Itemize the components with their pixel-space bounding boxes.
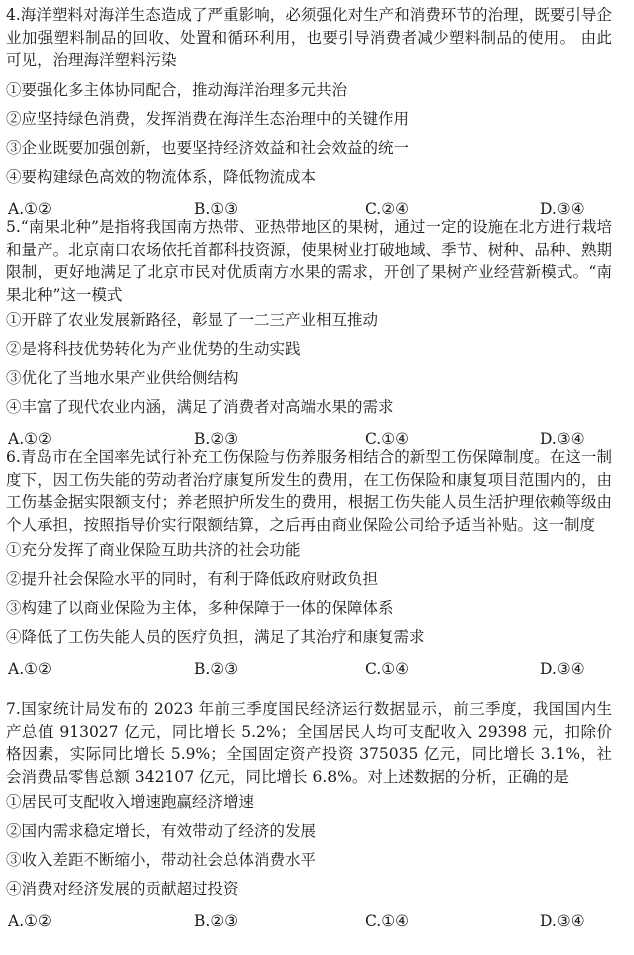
choice-b[interactable]: B.②③ bbox=[194, 660, 239, 678]
option-1: ①居民可支配收入增速跑赢经济增速 bbox=[6, 793, 255, 811]
option-4: ④要构建绿色高效的物流体系，降低物流成本 bbox=[6, 167, 317, 186]
choice-c[interactable]: C.①④ bbox=[365, 660, 410, 678]
option-1: ①开辟了农业发展新路径，彰显了一二三产业相互推动 bbox=[6, 311, 379, 329]
choice-d[interactable]: D.③④ bbox=[540, 660, 585, 678]
option-1: ①要强化多主体协同配合，推动海洋治理多元共治 bbox=[6, 80, 348, 99]
option-3: ③优化了当地水果产业供给侧结构 bbox=[6, 369, 239, 387]
choice-b[interactable]: B.①③ bbox=[194, 199, 239, 218]
choice-a[interactable]: A.①② bbox=[8, 660, 52, 678]
question-stem: 6.青岛市在全国率先试行补充工伤保险与伤养服务相结合的新型工伤保障制度。在这一制度下，因工伤失能的劳动者治疗康复所发生的费用，在工伤保险和康复项目范围内的，由工伤基金据实限额支付；养老照护所发生的费用，根据工伤失能人员生活护理依赖等级由个人承担，按照指导价实行限额结算，之后再由商业保险公司给予适当补贴。这一制度 bbox=[6, 448, 612, 534]
option-4: ④消费对经济发展的贡献超过投资 bbox=[6, 880, 239, 898]
answer-choices bbox=[0, 656, 634, 682]
choice-a[interactable]: A.①② bbox=[8, 430, 52, 448]
option-2: ②提升社会保险水平的同时，有利于降低政府财政负担 bbox=[6, 570, 379, 588]
choice-b[interactable]: B.②③ bbox=[194, 912, 239, 930]
question-stem: 7.国家统计局发布的 2023 年前三季度国民经济运行数据显示，前三季度，我国国内生产总值 913027 亿元，同比增长 5.2%；全国居民人均可支配收入 29398 元，扣除价格因素，实际同比增长 5.9%；全国固定资产投资 375035 亿元，同比增长 3.1%，社会消费品零售总额 342107 亿元，同比增长 6.8%。对上述数据的分析，正确的是 bbox=[6, 700, 612, 786]
choice-c[interactable]: C.①④ bbox=[365, 912, 410, 930]
option-4: ④丰富了现代农业内涵，满足了消费者对高端水果的需求 bbox=[6, 398, 394, 416]
choice-d[interactable]: D.③④ bbox=[540, 912, 585, 930]
question-stem: 5.“南果北种”是指将我国南方热带、亚热带地区的果树，通过一定的设施在北方进行栽培和量产。北京南口农场依托首都科技资源，使果树业打破地域、季节、树种、品种、熟期限制，更好地满足了北京市民对优质南方水果的需求，开创了果树产业经营新模式。“南果北种”这一模式 bbox=[6, 218, 612, 304]
option-2: ②国内需求稳定增长，有效带动了经济的发展 bbox=[6, 822, 317, 840]
question-7 bbox=[0, 698, 634, 934]
choice-d[interactable]: D.③④ bbox=[540, 430, 585, 448]
option-4: ④降低了工伤失能人员的医疗负担，满足了其治疗和康复需求 bbox=[6, 628, 425, 646]
option-3: ③收入差距不断缩小，带动社会总体消费水平 bbox=[6, 851, 317, 869]
choice-c[interactable]: C.①④ bbox=[365, 430, 410, 448]
choice-a[interactable]: A.①② bbox=[8, 912, 52, 930]
answer-choices bbox=[0, 908, 634, 934]
option-1: ①充分发挥了商业保险互助共济的社会功能 bbox=[6, 541, 301, 559]
choice-b[interactable]: B.②③ bbox=[194, 430, 239, 448]
question-stem: 4.海洋塑料对海洋生态造成了严重影响，必须强化对生产和消费环节的治理，既要引导企业加强塑料制品的回收、处置和循环利用，也要引导消费者减少塑料制品的使用。 由此可见，治理海洋塑料污染 bbox=[6, 6, 612, 69]
option-2: ②应坚持绿色消费，发挥消费在海洋生态治理中的关键作用 bbox=[6, 109, 410, 128]
option-3: ③企业既要加强创新，也要坚持经济效益和社会效益的统一 bbox=[6, 138, 410, 157]
question-4 bbox=[0, 4, 634, 222]
choice-a[interactable]: A.①② bbox=[8, 199, 52, 218]
choice-d[interactable]: D.③④ bbox=[540, 199, 585, 218]
option-2: ②是将科技优势转化为产业优势的生动实践 bbox=[6, 340, 301, 358]
question-6 bbox=[0, 446, 634, 682]
question-5 bbox=[0, 216, 634, 452]
choice-c[interactable]: C.②④ bbox=[365, 199, 410, 218]
option-3: ③构建了以商业保险为主体，多种保障于一体的保障体系 bbox=[6, 599, 394, 617]
